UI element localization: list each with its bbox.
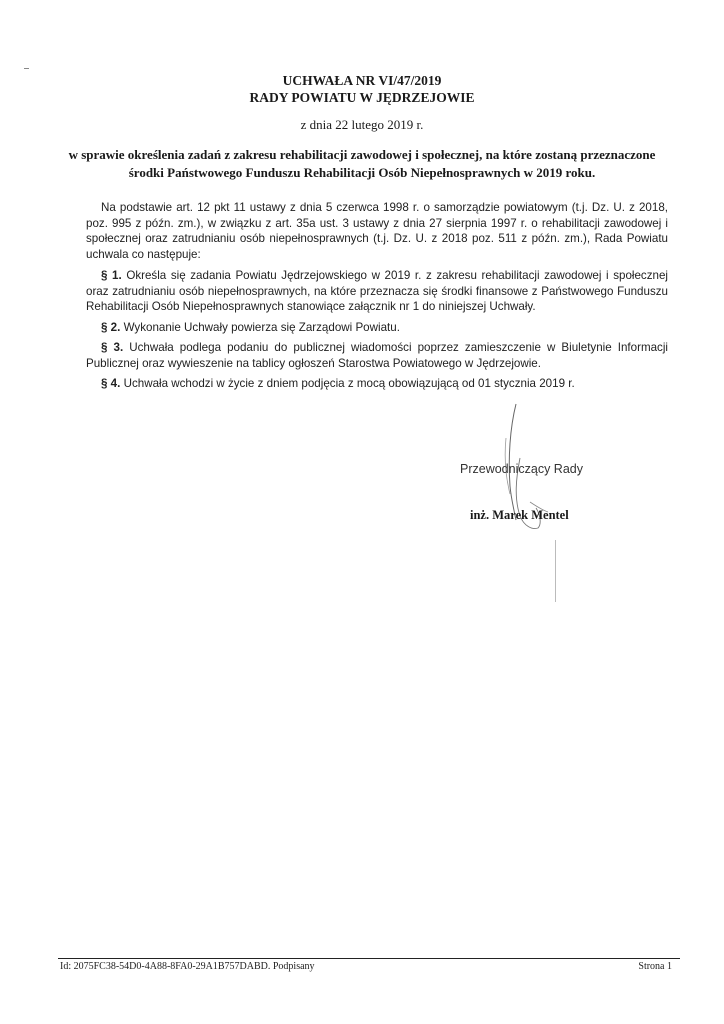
scan-mark	[24, 68, 29, 69]
section-3-text: Uchwała podlega podaniu do publicznej wiadomości poprzez zamieszczenie w Biuletynie Informacji Publicznej oraz wywieszenie na tablicy ogłoszeń Starostwa Powiatowego w Jędrzejowie.	[86, 341, 668, 370]
resolution-title	[0, 72, 724, 106]
section-4-text: Uchwała wchodzi w życie z dniem podjęcia z mocą obowiązującą od 01 stycznia 2019 r.	[123, 377, 575, 390]
council-name: RADY POWIATU W JĘDRZEJOWIE	[249, 90, 475, 105]
section-2	[86, 320, 668, 336]
resolution-subject: w sprawie określenia zadań z zakresu rehabilitacji zawodowej i społecznej, na które zostaną przeznaczone środki Państwowego Funduszu Rehabilitacji Osób Niepełnosprawnych w 2019 roku.	[68, 147, 656, 180]
scan-line	[555, 540, 556, 602]
signatory-name: inż. Marek Mentel	[470, 508, 569, 522]
footer-divider	[58, 958, 680, 959]
page-number: Strona 1	[638, 961, 672, 972]
section-4-sign: § 4.	[101, 377, 121, 390]
resolution-number: UCHWAŁA NR VI/47/2019	[282, 73, 442, 88]
section-1	[86, 268, 668, 315]
section-1-sign: § 1.	[101, 269, 122, 282]
signatory-role: Przewodniczący Rady	[460, 462, 583, 476]
section-3-sign: § 3.	[101, 341, 124, 354]
section-3	[86, 340, 668, 371]
section-1-text: Określa się zadania Powiatu Jędrzejowskiego w 2019 r. z zakresu rehabilitacji zawodowej i społecznej oraz zatrudnianiu osób niepełnosprawnych, na które przeznacza się środki finansowe z Państwowego Funduszu Rehabilitacji Osób Niepełnosprawnych stanowiące załącznik nr 1 do niniejszej Uchwały.	[86, 269, 668, 313]
section-2-sign: § 2.	[101, 321, 121, 334]
section-2-text: Wykonanie Uchwały powierza się Zarządowi Powiatu.	[123, 321, 400, 334]
legal-basis-paragraph: Na podstawie art. 12 pkt 11 ustawy z dnia 5 czerwca 1998 r. o samorządzie powiatowym (t.j. Dz. U. z 2018, poz. 995 z późn. zm.), w związku z art. 35a ust. 3 ustawy z dnia 27 sierpnia 1997 r. o rehabilitacji zawodowej i społecznej oraz zatrudnianiu osób niepełnosprawnych (t.j. Dz. U. z 2018 poz. 511 z późn. zm.), Rada Powiatu uchwala co następuje:	[86, 201, 668, 261]
section-4	[86, 376, 668, 392]
resolution-date: z dnia 22 lutego 2019 r.	[300, 117, 424, 132]
document-id: Id: 2075FC38-54D0-4A88-8FA0-29A1B757DABD. Podpisany	[60, 961, 315, 972]
